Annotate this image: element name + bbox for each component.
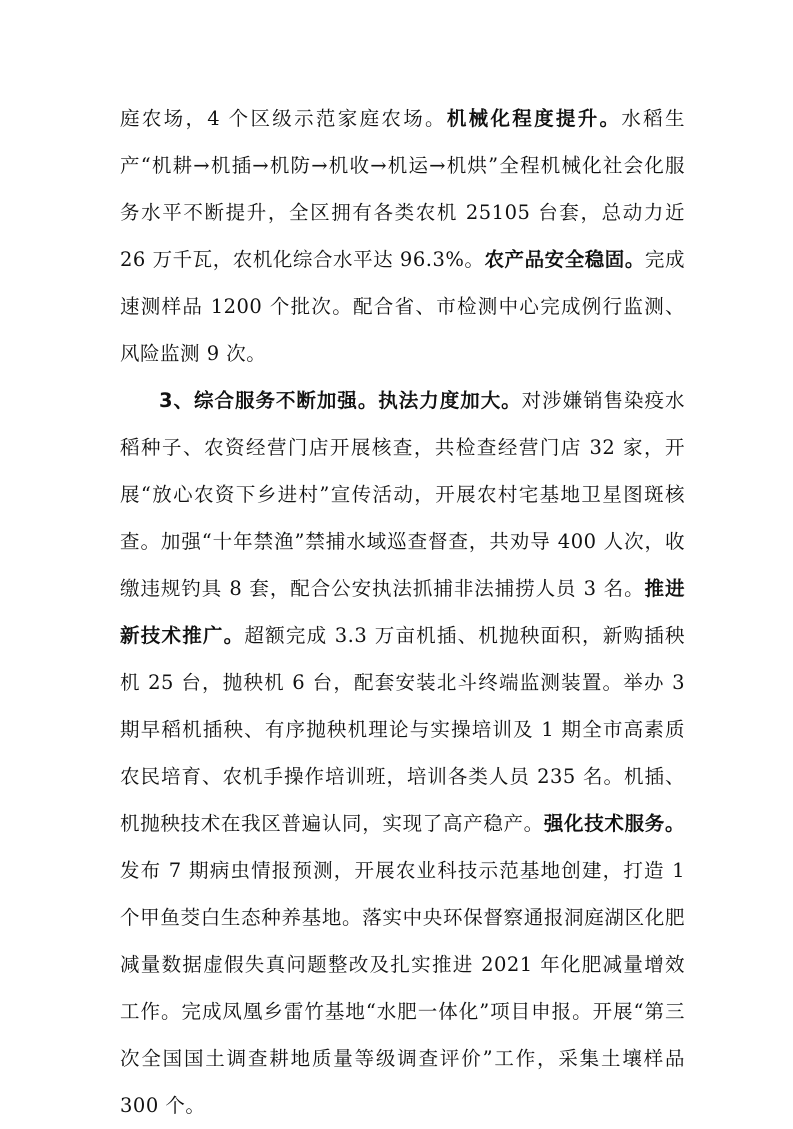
heading-product-safety: 农产品安全稳固。 <box>484 248 645 271</box>
paragraph-comprehensive-service <box>120 377 685 1129</box>
text-technical-service: 发布 7 期病虫情报预测，开展农业科技示范基地创建，打造 1 个甲鱼茭白生态种养基地。落实中央环保督察通报洞庭湖区化肥减量数据虚假失真问题整改及扎实推进 2021 年化肥减量增效工作。完成凤凰乡雷竹基地“水肥一体化”项目申报。开展“第三次全国国土调查耕地质量等级调查评价”工作，采集土壤样品 300 个。 <box>120 859 685 1117</box>
heading-comprehensive-service: 3、综合服务不断加强。执法力度加大。 <box>159 389 522 412</box>
document-body <box>120 95 685 1129</box>
text-product-safety: 完成速测样品 1200 个批次。配合省、市检测中心完成例行监测、风险监测 9 次。 <box>120 248 685 365</box>
text-law-enforcement: 对涉嫌销售染疫水稻种子、农资经营门店开展核查，共检查经营门店 32 家，开展“放心农资下乡进村”宣传活动，开展农村宅基地卫星图斑核查。加强“十年禁渔”禁捕水域巡查督查，共劝导 400 人次，收缴违规钓具 8 套，配合公安执法抓捕非法捕捞人员 3 名。 <box>120 389 685 600</box>
heading-new-technology: 推进新技术推广。 <box>120 577 685 647</box>
text-new-technology: 超额完成 3.3 万亩机插、机抛秧面积，新购插秧机 25 台，抛秧机 6 台，配套安装北斗终端监测装置。举办 3 期早稻机插秧、有序抛秧机理论与实操培训及 1 期全市高素质农民培育、农机手操作培训班，培训各类人员 235 名。机插、机抛秧技术在我区普遍认同，实现了高产稳产。 <box>120 624 685 835</box>
text-farm-continuation: 庭农场，4 个区级示范家庭农场。 <box>120 107 447 130</box>
heading-mechanization: 机械化程度提升。 <box>446 107 622 130</box>
paragraph-farm-mechanization <box>120 95 685 377</box>
text-mechanization: 水稻生产“机耕→机插→机防→机收→机运→机烘”全程机械化社会化服务水平不断提升，全区拥有各类农机 25105 台套，总动力近 26 万千瓦，农机化综合水平达 96.3%。 <box>120 107 685 271</box>
heading-technical-service: 强化技术服务。 <box>543 812 685 835</box>
